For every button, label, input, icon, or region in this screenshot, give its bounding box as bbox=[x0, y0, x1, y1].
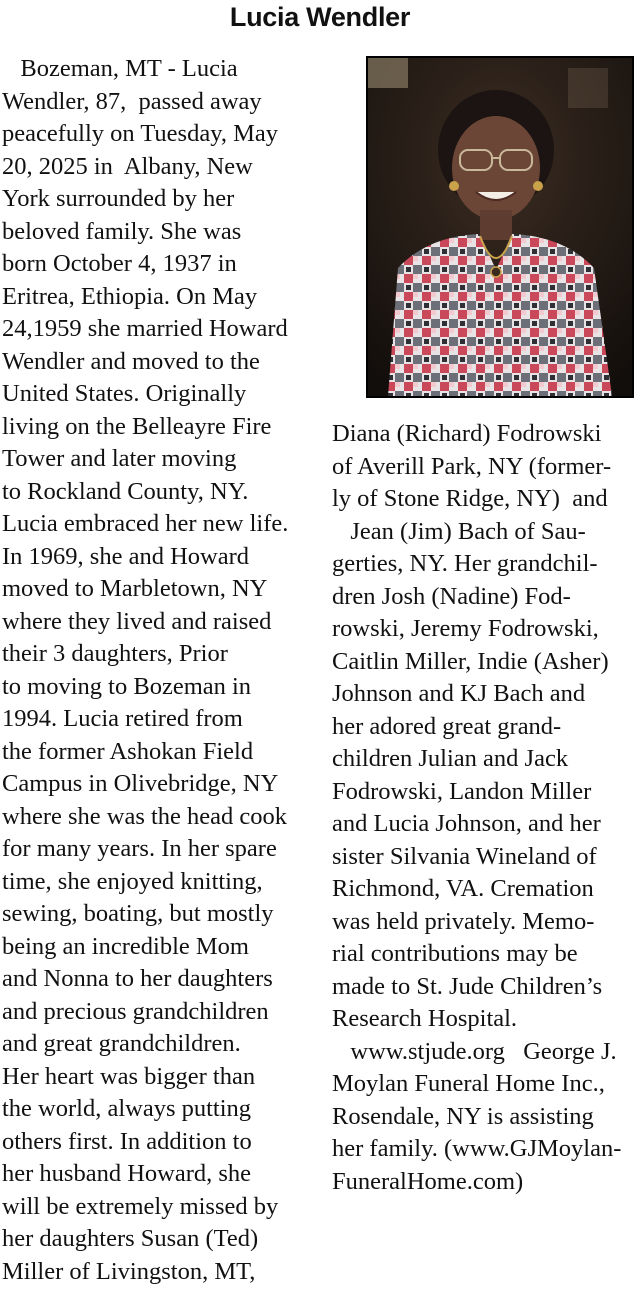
text-line: the world, always putting bbox=[2, 1095, 252, 1122]
text-line: Campus in Olivebridge, NY bbox=[2, 770, 279, 797]
text-line: Moylan Funeral Home Inc., bbox=[332, 1070, 605, 1097]
text-line: gerties, NY. Her grandchil- bbox=[332, 550, 598, 577]
text-line: children Julian and Jack bbox=[332, 745, 569, 772]
text-line: Jean (Jim) Bach of Sau- bbox=[332, 517, 586, 545]
text-line: sewing, boating, but mostly bbox=[2, 900, 274, 927]
text-line: rowski, Jeremy Fodrowski, bbox=[332, 615, 599, 642]
text-line: ly of Stone Ridge, NY) and bbox=[332, 485, 608, 512]
text-line: Fodrowski, Landon Miller bbox=[332, 777, 592, 805]
text-line: others first. In addition to bbox=[2, 1127, 252, 1155]
text-line: Wendler and moved to the bbox=[2, 347, 260, 375]
text-line: for many years. In her spare bbox=[2, 835, 277, 862]
text-line: the former Ashokan Field bbox=[2, 737, 254, 765]
text-line: and Nonna to her daughters bbox=[2, 965, 273, 992]
text-line: and Lucia Johnson, and her bbox=[332, 810, 601, 837]
text-line: their 3 daughters, Prior bbox=[2, 640, 228, 667]
text-line: Wendler, 87, passed away bbox=[2, 87, 262, 115]
text-line: her daughters Susan (Ted) bbox=[2, 1225, 259, 1252]
text-line: 1994. Lucia retired from bbox=[2, 705, 243, 732]
text-line: sister Silvania Wineland of bbox=[332, 842, 597, 870]
text-line: Miller of Livingston, MT, bbox=[2, 1257, 256, 1285]
text-line: 20, 2025 in Albany, New bbox=[2, 152, 253, 180]
text-line: born October 4, 1937 in bbox=[2, 250, 237, 277]
text-line: Her heart was bigger than bbox=[2, 1062, 256, 1090]
text-line: United States. Originally bbox=[2, 380, 247, 407]
text-line: Caitlin Miller, Indie (Asher) bbox=[332, 647, 609, 675]
text-line: Rosendale, NY is assisting bbox=[332, 1102, 594, 1130]
text-line: Eritrea, Ethiopia. On May bbox=[2, 282, 258, 310]
text-line: Diana (Richard) Fodrowski bbox=[332, 420, 602, 447]
text-line: peacefully on Tuesday, May bbox=[2, 120, 279, 147]
text-line: moved to Marbletown, NY bbox=[2, 575, 268, 602]
text-line: www.stjude.org George J. bbox=[332, 1037, 617, 1065]
text-line: Research Hospital. bbox=[332, 1005, 518, 1032]
portrait-photo bbox=[366, 56, 634, 398]
text-line: Richmond, VA. Cremation bbox=[332, 875, 594, 902]
text-line: to Rockland County, NY. bbox=[2, 477, 249, 505]
text-line: dren Josh (Nadine) Fod- bbox=[332, 582, 571, 610]
text-line: York surrounded by her bbox=[2, 185, 235, 212]
text-line: her husband Howard, she bbox=[2, 1160, 252, 1187]
text-line: time, she enjoyed knitting, bbox=[2, 867, 263, 895]
text-line: living on the Belleayre Fire bbox=[2, 412, 272, 440]
text-line: her adored great grand- bbox=[332, 712, 562, 740]
text-line: FuneralHome.com) bbox=[332, 1167, 524, 1195]
text-line: where they lived and raised bbox=[2, 607, 272, 635]
text-line: In 1969, she and Howard bbox=[2, 542, 249, 570]
text-line: will be extremely missed by bbox=[2, 1192, 279, 1220]
text-line: beloved family. She was bbox=[2, 217, 242, 245]
text-line: was held privately. Memo- bbox=[332, 907, 595, 935]
text-line: her family. (www.GJMoylan- bbox=[332, 1135, 622, 1162]
text-line: being an incredible Mom bbox=[2, 932, 249, 960]
text-line: Tower and later moving bbox=[2, 445, 237, 472]
text-line: Lucia embraced her new life. bbox=[2, 510, 289, 537]
text-line: and precious grandchildren bbox=[2, 997, 269, 1025]
text-line: made to St. Jude Children’s bbox=[332, 972, 603, 1000]
text-line: and great grandchildren. bbox=[2, 1030, 241, 1057]
text-line: rial contributions may be bbox=[332, 940, 578, 967]
text-line: of Averill Park, NY (former- bbox=[332, 452, 612, 480]
text-line: Johnson and KJ Bach and bbox=[332, 680, 586, 707]
obituary-title: Lucia Wendler bbox=[229, 2, 411, 32]
text-line: to moving to Bozeman in bbox=[2, 672, 252, 700]
text-line: 24,1959 she married Howard bbox=[2, 315, 288, 342]
text-line: Bozeman, MT - Lucia bbox=[2, 55, 238, 82]
text-line: where she was the head cook bbox=[2, 802, 288, 830]
